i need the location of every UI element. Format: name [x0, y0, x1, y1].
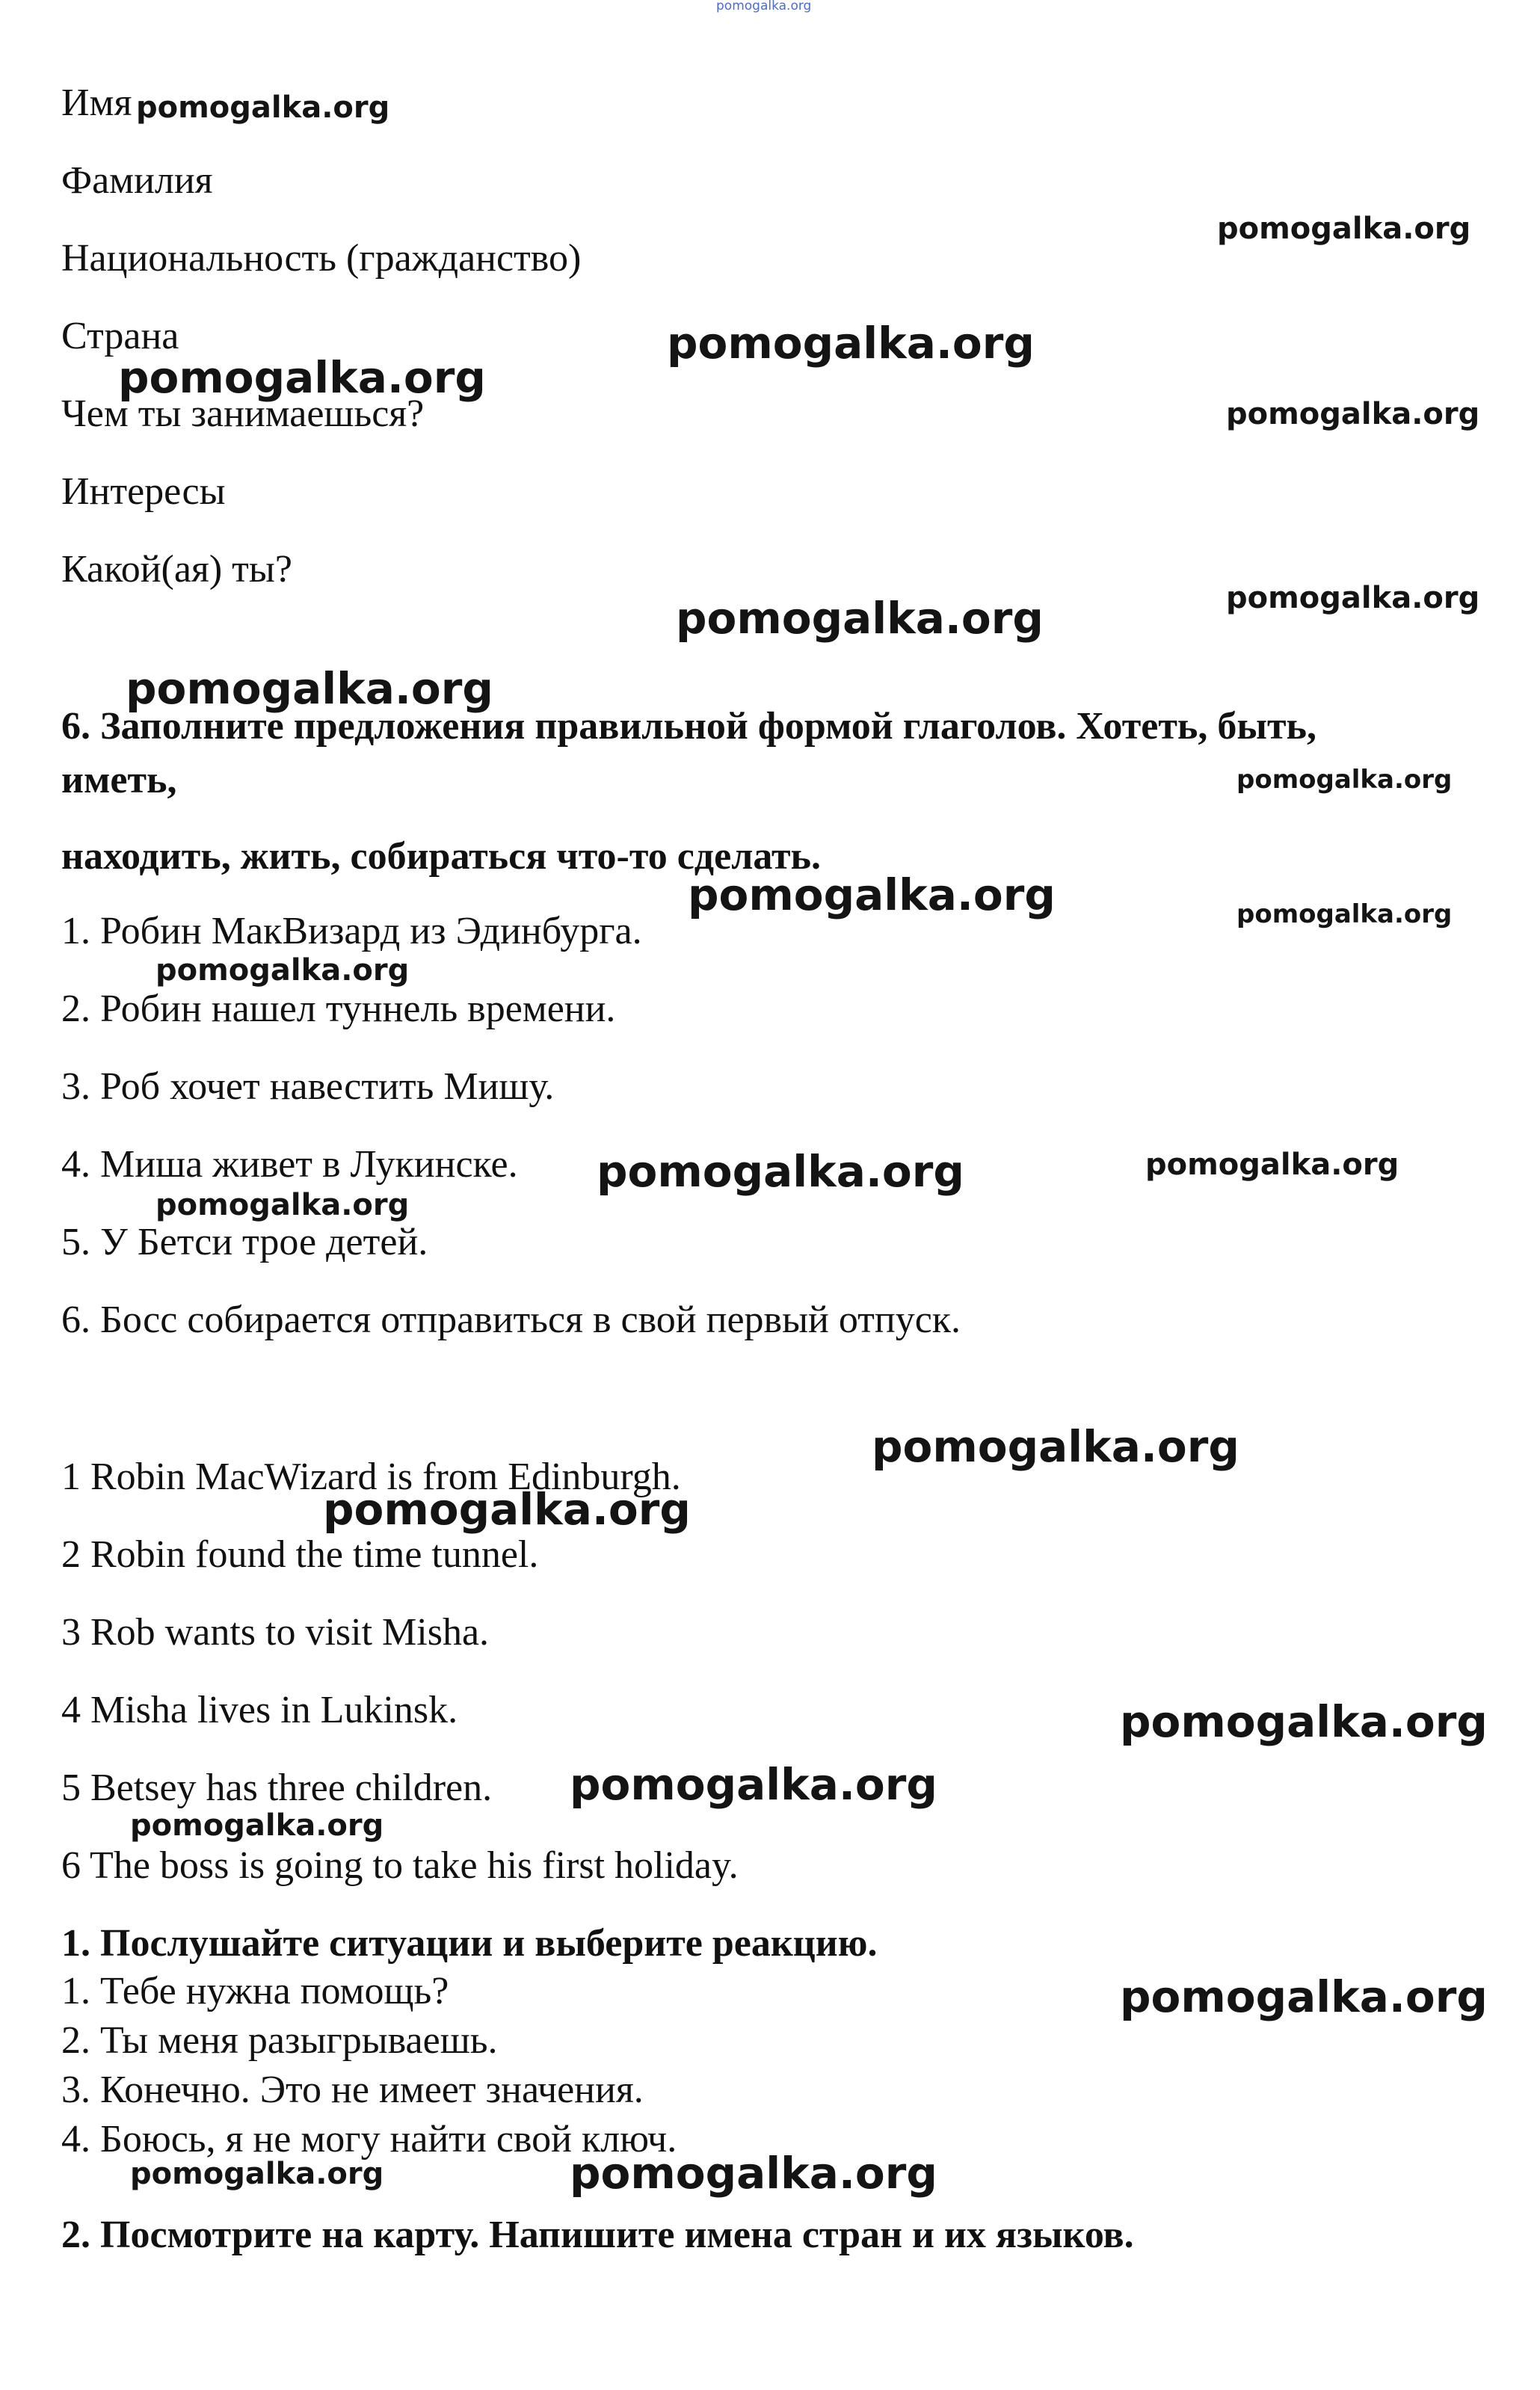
label-name: Имя: [61, 81, 132, 124]
exercise6-heading-line3: находить, жить, собираться что-то сделать.: [61, 835, 822, 878]
english-sentence: 5 Betsey has three children.: [61, 1767, 493, 1809]
russian-sentence: 6. Босс собирается отправиться в свой первый отпуск.: [61, 1299, 961, 1341]
watermark: pomogalka.org: [136, 90, 390, 125]
exercise2-heading: 2. Посмотрите на карту. Напишите имена стран и их языков.: [61, 2214, 1134, 2256]
label-personality: Какой(ая) ты?: [61, 548, 292, 591]
label-surname: Фамилия: [61, 159, 213, 202]
watermark: pomogalka.org: [688, 869, 1056, 920]
russian-sentence: 1. Робин МакВизард из Эдинбурга.: [61, 910, 642, 952]
english-sentence: 2 Robin found the time tunnel.: [61, 1533, 539, 1576]
watermark: pomogalka.org: [155, 1188, 410, 1222]
exercise1-item: 1. Тебе нужна помощь?: [61, 1970, 449, 2012]
exercise6-heading-line2: иметь,: [61, 759, 177, 801]
watermark: pomogalka.org: [155, 953, 410, 988]
watermark: pomogalka.org: [1226, 581, 1480, 615]
russian-sentence: 5. У Бетси трое детей.: [61, 1221, 428, 1263]
english-sentence: 3 Rob wants to visit Misha.: [61, 1611, 490, 1654]
watermark: pomogalka.org: [570, 1759, 937, 1810]
watermark: pomogalka.org: [1236, 765, 1453, 795]
watermark: pomogalka.org: [1226, 397, 1480, 431]
watermark: pomogalka.org: [1120, 1971, 1488, 2022]
exercise1-heading: 1. Послушайте ситуации и выберите реакцию.: [61, 1922, 878, 1965]
label-interests: Интересы: [61, 470, 226, 513]
watermark: pomogalka.org: [323, 1484, 691, 1535]
watermark: pomogalka.org: [1145, 1148, 1399, 1182]
watermark: pomogalka.org: [597, 1146, 964, 1197]
watermark: pomogalka.org: [872, 1421, 1239, 1472]
russian-sentence: 2. Робин нашел туннель времени.: [61, 988, 616, 1030]
watermark: pomogalka.org: [570, 2148, 937, 2199]
watermark: pomogalka.org: [667, 318, 1035, 369]
watermark: pomogalka.org: [1217, 212, 1471, 246]
exercise1-item: 4. Боюсь, я не могу найти свой ключ.: [61, 2118, 677, 2160]
watermark: pomogalka.org: [1236, 899, 1453, 929]
label-occupation: Чем ты занимаешься?: [61, 392, 425, 435]
english-sentence: 6 The boss is going to take his first holiday.: [61, 1844, 739, 1887]
russian-sentence: 3. Роб хочет навестить Мишу.: [61, 1065, 555, 1108]
watermark: pomogalka.org: [676, 593, 1044, 644]
label-nationality: Национальность (гражданство): [61, 237, 582, 280]
exercise6-heading-line1: 6. Заполните предложения правильной формой глаголов. Хотеть, быть,: [61, 705, 1317, 748]
watermark: pomogalka.org: [118, 352, 486, 403]
watermark: pomogalka.org: [130, 2157, 384, 2191]
english-sentence: 4 Misha lives in Lukinsk.: [61, 1689, 458, 1731]
watermark: pomogalka.org: [126, 663, 493, 714]
exercise1-item: 3. Конечно. Это не имеет значения.: [61, 2069, 644, 2111]
watermark: pomogalka.org: [1120, 1696, 1488, 1747]
exercise1-item: 2. Ты меня разыгрываешь.: [61, 2019, 498, 2062]
russian-sentence: 4. Миша живет в Лукинске.: [61, 1143, 518, 1186]
watermark: pomogalka.org: [130, 1808, 384, 1843]
label-country: Страна: [61, 315, 179, 357]
english-sentence: 1 Robin MacWizard is from Edinburgh.: [61, 1456, 681, 1498]
watermark: pomogalka.org: [716, 0, 812, 13]
